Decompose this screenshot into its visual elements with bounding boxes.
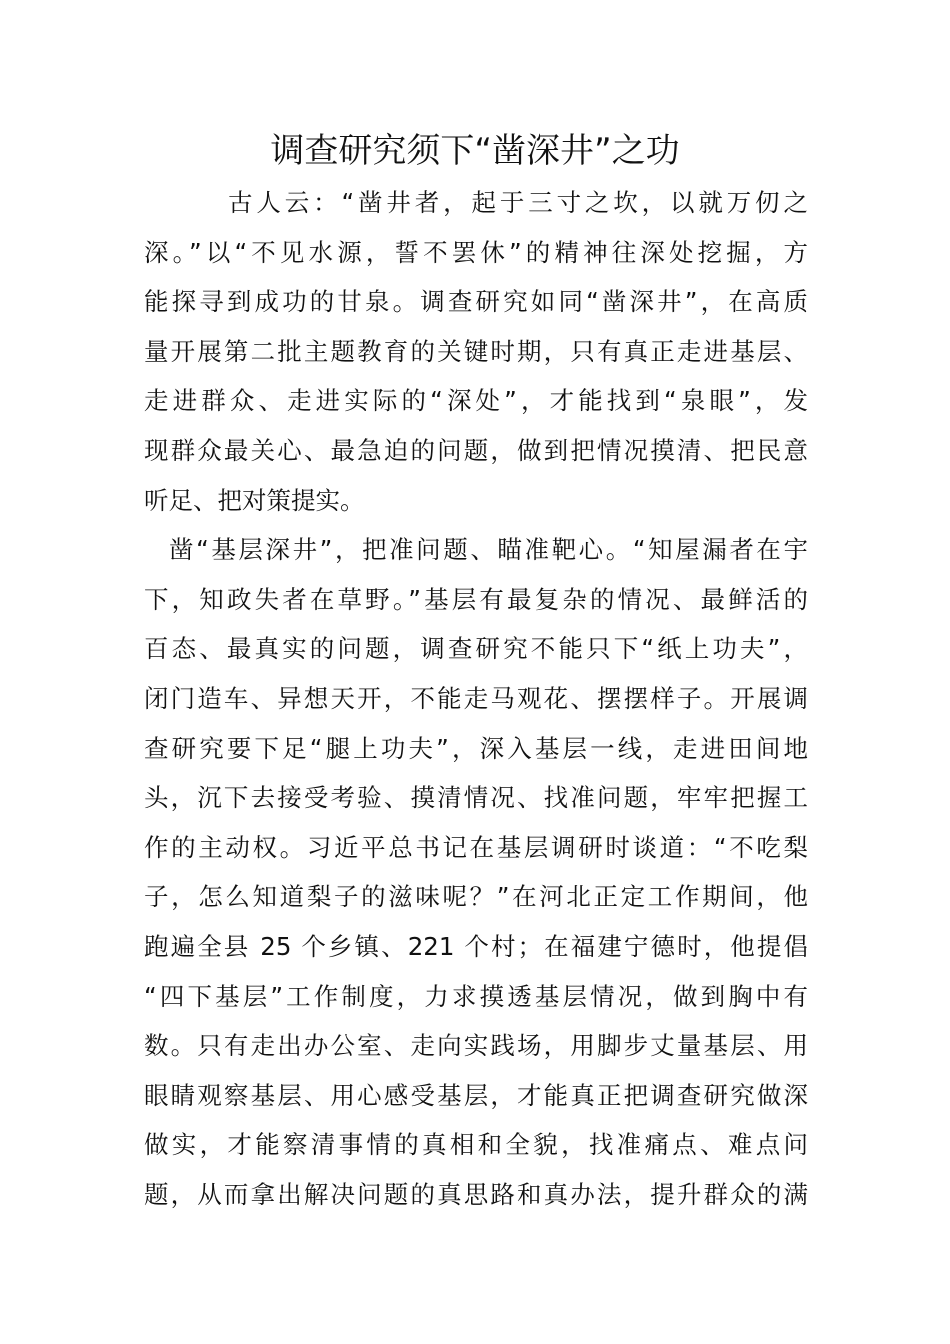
document-title: 调查研究须下“凿深井”之功	[270, 131, 680, 171]
paragraph-line: 做实，才能察清事情的真相和全貌，找准痛点、难点问	[144, 1130, 808, 1160]
paragraph-line: 现群众最关心、最急迫的问题，做到把情况摸清、把民意	[144, 435, 808, 465]
paragraph-line: 古人云：“凿井者，起于三寸之坎，以就万仞之	[228, 188, 808, 217]
paragraph-line: 跑遍全县 25 个乡镇、221 个村；在福建宁德时，他提倡	[144, 931, 808, 961]
paragraph-line: 凿“基层深井”，把准问题、瞄准靶心。“知屋漏者在宇	[169, 535, 808, 565]
paragraph-2	[144, 525, 808, 1219]
paragraph-line: 闭门造车、异想天开，不能走马观花、摆摆样子。开展调	[144, 683, 808, 713]
paragraph-line: “四下基层”工作制度，力求摸透基层情况，做到胸中有	[144, 981, 808, 1011]
paragraph-line: 查研究要下足“腿上功夫”，深入基层一线，走进田间地	[144, 733, 808, 763]
paragraph-line: 走进群众、走进实际的“深处”，才能找到“泉眼”，发	[144, 386, 808, 416]
document-body	[144, 178, 808, 1219]
paragraph-line: 子，怎么知道梨子的滋味呢？”在河北正定工作期间，他	[144, 882, 808, 912]
paragraph-line: 头，沉下去接受考验、摸清情况、找准问题，牢牢把握工	[144, 783, 808, 813]
paragraph-line: 百态、最真实的问题，调查研究不能只下“纸上功夫”，	[144, 634, 808, 664]
paragraph-line: 眼睛观察基层、用心感受基层，才能真正把调查研究做深	[144, 1080, 808, 1110]
paragraph-line: 能探寻到成功的甘泉。调查研究如同“凿深井”，在高质	[144, 287, 808, 317]
paragraph-line: 听足、把对策提实。	[144, 485, 365, 515]
paragraph-line: 量开展第二批主题教育的关键时期，只有真正走进基层、	[144, 336, 808, 366]
paragraph-line: 下，知政失者在草野。”基层有最复杂的情况、最鲜活的	[144, 584, 808, 614]
paragraph-1	[144, 178, 808, 525]
paragraph-line: 题，从而拿出解决问题的真思路和真办法，提升群众的满	[144, 1179, 808, 1209]
paragraph-line: 作的主动权。习近平总书记在基层调研时谈道：“不吃梨	[144, 832, 808, 862]
paragraph-line: 数。只有走出办公室、走向实践场，用脚步丈量基层、用	[144, 1031, 808, 1061]
paragraph-line: 深。”以“不见水源，誓不罢休”的精神往深处挖掘，方	[144, 237, 808, 267]
